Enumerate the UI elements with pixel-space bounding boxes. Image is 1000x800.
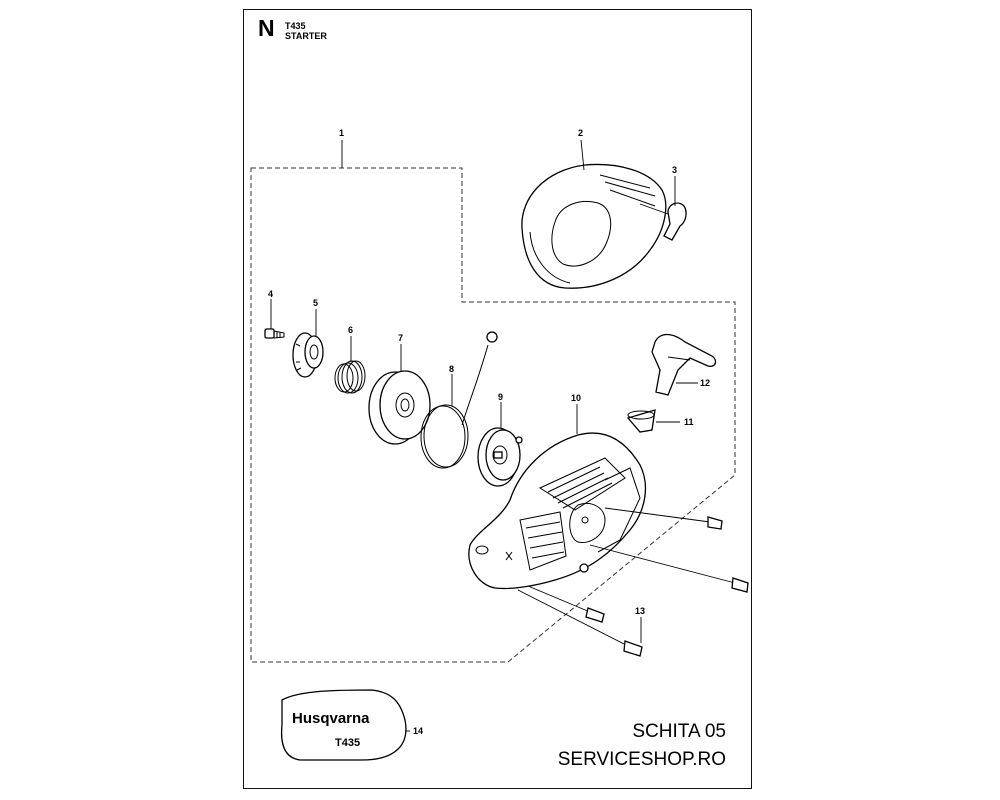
- callout-7: 7: [398, 333, 404, 343]
- callout-1: 1: [339, 128, 345, 138]
- part-2-cover-housing: [522, 164, 666, 288]
- callout-5: 5: [313, 298, 319, 308]
- part-6-spring: [335, 361, 365, 393]
- section-letter: N: [258, 15, 275, 41]
- part-14-decal: [282, 690, 406, 760]
- callout-14: 14: [413, 726, 424, 736]
- callout-8: 8: [449, 364, 455, 374]
- callout-11: 11: [684, 417, 694, 427]
- callout-13: 13: [635, 606, 646, 616]
- shop-name: SERVICESHOP.RO: [557, 749, 726, 770]
- callout-6: 6: [348, 325, 354, 335]
- callout-10: 10: [571, 393, 582, 403]
- callout-3: 3: [672, 165, 678, 175]
- callout-2: 2: [578, 128, 584, 138]
- decal-model: T435: [335, 737, 361, 749]
- schematic-number: SCHITA 05: [632, 721, 726, 742]
- part-9-ratchet: [478, 428, 522, 486]
- part-11-rope-bushing: [628, 410, 655, 432]
- part-5-pulley-hub: [293, 333, 323, 377]
- section-title: STARTER: [285, 31, 327, 41]
- part-4-screw: [265, 329, 284, 338]
- callout-4: 4: [268, 289, 274, 299]
- model-label: T435: [285, 21, 306, 31]
- callout-12: 12: [700, 378, 711, 388]
- callout-9: 9: [498, 392, 504, 402]
- decal-brand: Husqvarna: [292, 710, 370, 727]
